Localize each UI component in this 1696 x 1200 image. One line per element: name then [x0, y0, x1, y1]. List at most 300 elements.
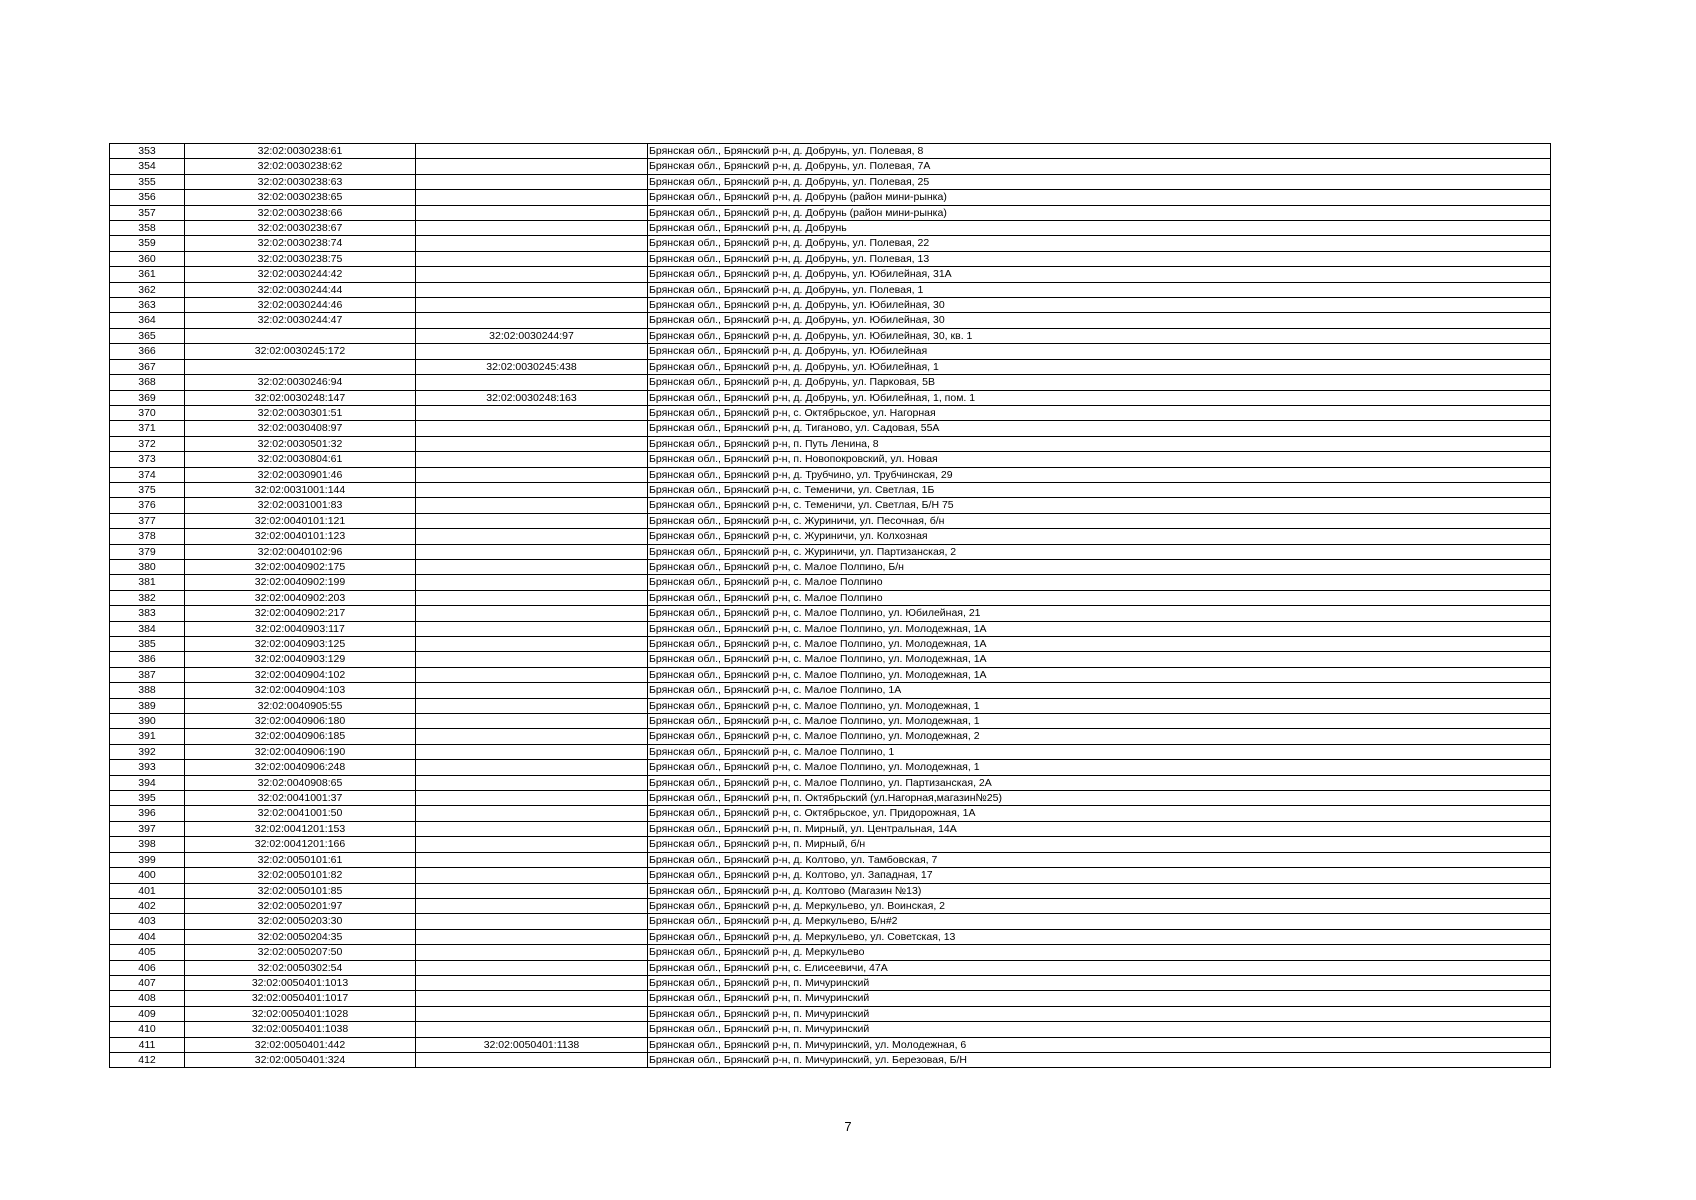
row-number-cell: 390 [110, 714, 185, 729]
address-cell: Брянская обл., Брянский р-н, с. Малое Полпино [648, 590, 1551, 605]
land-cadastral-number-cell: 32:02:0050203:30 [185, 914, 416, 929]
object-cadastral-number-cell [416, 806, 648, 821]
row-number-cell: 359 [110, 236, 185, 251]
object-cadastral-number-cell [416, 159, 648, 174]
row-number-cell: 389 [110, 698, 185, 713]
table-row [110, 637, 1551, 652]
row-number-cell: 365 [110, 328, 185, 343]
table-row [110, 960, 1551, 975]
row-number-cell: 411 [110, 1037, 185, 1052]
address-cell: Брянская обл., Брянский р-н, п. Мичуринский [648, 1022, 1551, 1037]
land-cadastral-number-cell: 32:02:0040908:65 [185, 775, 416, 790]
object-cadastral-number-cell [416, 698, 648, 713]
land-cadastral-number-cell: 32:02:0040902:175 [185, 559, 416, 574]
object-cadastral-number-cell [416, 267, 648, 282]
table-row [110, 344, 1551, 359]
land-cadastral-number-cell: 32:02:0030238:61 [185, 144, 416, 159]
land-cadastral-number-cell: 32:02:0050302:54 [185, 960, 416, 975]
row-number-cell: 383 [110, 606, 185, 621]
land-cadastral-number-cell: 32:02:0050101:61 [185, 852, 416, 867]
row-number-cell: 354 [110, 159, 185, 174]
table-row [110, 221, 1551, 236]
address-cell: Брянская обл., Брянский р-н, д. Меркульево, ул. Воинская, 2 [648, 898, 1551, 913]
object-cadastral-number-cell [416, 652, 648, 667]
object-cadastral-number-cell [416, 1022, 648, 1037]
address-cell: Брянская обл., Брянский р-н, п. Мирный, б/н [648, 837, 1551, 852]
table-row [110, 837, 1551, 852]
row-number-cell: 409 [110, 1006, 185, 1021]
object-cadastral-number-cell [416, 452, 648, 467]
row-number-cell: 392 [110, 744, 185, 759]
row-number-cell: 364 [110, 313, 185, 328]
object-cadastral-number-cell [416, 421, 648, 436]
address-cell: Брянская обл., Брянский р-н, д. Добрунь, ул. Парковая, 5В [648, 375, 1551, 390]
land-cadastral-number-cell [185, 359, 416, 374]
row-number-cell: 391 [110, 729, 185, 744]
table-row [110, 452, 1551, 467]
table-row [110, 606, 1551, 621]
object-cadastral-number-cell [416, 282, 648, 297]
land-cadastral-number-cell: 32:02:0030244:42 [185, 267, 416, 282]
address-cell: Брянская обл., Брянский р-н, с. Малое Полпино, ул. Молодежная, 1А [648, 637, 1551, 652]
address-cell: Брянская обл., Брянский р-н, д. Добрунь, ул. Юбилейная, 31А [648, 267, 1551, 282]
address-cell: Брянская обл., Брянский р-н, с. Теменичи, ул. Светлая, Б/Н 75 [648, 498, 1551, 513]
object-cadastral-number-cell [416, 344, 648, 359]
row-number-cell: 371 [110, 421, 185, 436]
land-cadastral-number-cell: 32:02:0030244:47 [185, 313, 416, 328]
row-number-cell: 380 [110, 559, 185, 574]
address-cell: Брянская обл., Брянский р-н, п. Октябрьский (ул.Нагорная,магазин№25) [648, 791, 1551, 806]
object-cadastral-number-cell [416, 298, 648, 313]
object-cadastral-number-cell [416, 898, 648, 913]
land-cadastral-number-cell: 32:02:0040102:96 [185, 544, 416, 559]
row-number-cell: 395 [110, 791, 185, 806]
object-cadastral-number-cell [416, 1052, 648, 1067]
row-number-cell: 355 [110, 174, 185, 189]
address-cell: Брянская обл., Брянский р-н, с. Малое Полпино, ул. Партизанская, 2А [648, 775, 1551, 790]
table-row [110, 929, 1551, 944]
address-cell: Брянская обл., Брянский р-н, д. Добрунь (район мини-рынка) [648, 205, 1551, 220]
land-cadastral-number-cell: 32:02:0040906:180 [185, 714, 416, 729]
row-number-cell: 385 [110, 637, 185, 652]
land-cadastral-number-cell [185, 328, 416, 343]
row-number-cell: 404 [110, 929, 185, 944]
row-number-cell: 405 [110, 945, 185, 960]
address-cell: Брянская обл., Брянский р-н, п. Мичуринский [648, 991, 1551, 1006]
object-cadastral-number-cell [416, 590, 648, 605]
object-cadastral-number-cell [416, 637, 648, 652]
address-cell: Брянская обл., Брянский р-н, д. Тиганово, ул. Садовая, 55А [648, 421, 1551, 436]
land-cadastral-number-cell: 32:02:0030408:97 [185, 421, 416, 436]
object-cadastral-number-cell [416, 436, 648, 451]
row-number-cell: 403 [110, 914, 185, 929]
object-cadastral-number-cell [416, 975, 648, 990]
land-cadastral-number-cell: 32:02:0041201:166 [185, 837, 416, 852]
land-cadastral-number-cell: 32:02:0030246:94 [185, 375, 416, 390]
row-number-cell: 412 [110, 1052, 185, 1067]
table-row [110, 852, 1551, 867]
row-number-cell: 394 [110, 775, 185, 790]
address-cell: Брянская обл., Брянский р-н, п. Мичуринский, ул. Молодежная, 6 [648, 1037, 1551, 1052]
table-row [110, 359, 1551, 374]
table-row [110, 529, 1551, 544]
table-row [110, 559, 1551, 574]
land-cadastral-number-cell: 32:02:0030244:46 [185, 298, 416, 313]
row-number-cell: 396 [110, 806, 185, 821]
table-row [110, 868, 1551, 883]
object-cadastral-number-cell [416, 621, 648, 636]
land-cadastral-number-cell: 32:02:0030301:51 [185, 405, 416, 420]
object-cadastral-number-cell [416, 205, 648, 220]
object-cadastral-number-cell [416, 606, 648, 621]
table-row [110, 421, 1551, 436]
object-cadastral-number-cell [416, 868, 648, 883]
address-cell: Брянская обл., Брянский р-н, с. Малое Полпино, ул. Молодежная, 1 [648, 698, 1551, 713]
table-row [110, 313, 1551, 328]
row-number-cell: 379 [110, 544, 185, 559]
land-cadastral-number-cell: 32:02:0040902:199 [185, 575, 416, 590]
table-row [110, 821, 1551, 836]
land-cadastral-number-cell: 32:02:0050207:50 [185, 945, 416, 960]
object-cadastral-number-cell [416, 405, 648, 420]
address-cell: Брянская обл., Брянский р-н, д. Колтово, ул. Западная, 17 [648, 868, 1551, 883]
registry-table [109, 143, 1551, 1068]
address-cell: Брянская обл., Брянский р-н, п. Мирный, ул. Центральная, 14А [648, 821, 1551, 836]
land-cadastral-number-cell: 32:02:0030804:61 [185, 452, 416, 467]
row-number-cell: 387 [110, 667, 185, 682]
address-cell: Брянская обл., Брянский р-н, д. Добрунь [648, 221, 1551, 236]
row-number-cell: 366 [110, 344, 185, 359]
table-row [110, 375, 1551, 390]
table-row [110, 144, 1551, 159]
address-cell: Брянская обл., Брянский р-н, д. Добрунь (район мини-рынка) [648, 190, 1551, 205]
table-row [110, 683, 1551, 698]
address-cell: Брянская обл., Брянский р-н, с. Малое Полпино [648, 575, 1551, 590]
row-number-cell: 361 [110, 267, 185, 282]
table-row [110, 498, 1551, 513]
land-cadastral-number-cell: 32:02:0030238:67 [185, 221, 416, 236]
land-cadastral-number-cell: 32:02:0050201:97 [185, 898, 416, 913]
table-row [110, 575, 1551, 590]
land-cadastral-number-cell: 32:02:0041201:153 [185, 821, 416, 836]
address-cell: Брянская обл., Брянский р-н, п. Мичуринский, ул. Березовая, Б/Н [648, 1052, 1551, 1067]
land-cadastral-number-cell: 32:02:0040906:248 [185, 760, 416, 775]
table-row [110, 482, 1551, 497]
address-cell: Брянская обл., Брянский р-н, д. Добрунь, ул. Юбилейная, 30 [648, 298, 1551, 313]
row-number-cell: 356 [110, 190, 185, 205]
object-cadastral-number-cell [416, 313, 648, 328]
table-row [110, 513, 1551, 528]
land-cadastral-number-cell: 32:02:0040903:125 [185, 637, 416, 652]
address-cell: Брянская обл., Брянский р-н, с. Октябрьское, ул. Нагорная [648, 405, 1551, 420]
object-cadastral-number-cell [416, 190, 648, 205]
table-row [110, 1006, 1551, 1021]
object-cadastral-number-cell [416, 714, 648, 729]
address-cell: Брянская обл., Брянский р-н, с. Малое Полпино, ул. Молодежная, 1 [648, 760, 1551, 775]
land-cadastral-number-cell: 32:02:0040906:190 [185, 744, 416, 759]
address-cell: Брянская обл., Брянский р-н, д. Добрунь, ул. Юбилейная, 1, пом. 1 [648, 390, 1551, 405]
land-cadastral-number-cell: 32:02:0030238:62 [185, 159, 416, 174]
object-cadastral-number-cell [416, 559, 648, 574]
land-cadastral-number-cell: 32:02:0030238:75 [185, 251, 416, 266]
land-cadastral-number-cell: 32:02:0050401:442 [185, 1037, 416, 1052]
object-cadastral-number-cell [416, 744, 648, 759]
table-row [110, 729, 1551, 744]
object-cadastral-number-cell [416, 467, 648, 482]
row-number-cell: 376 [110, 498, 185, 513]
object-cadastral-number-cell: 32:02:0050401:1138 [416, 1037, 648, 1052]
address-cell: Брянская обл., Брянский р-н, д. Трубчино, ул. Трубчинская, 29 [648, 467, 1551, 482]
row-number-cell: 375 [110, 482, 185, 497]
table-row [110, 236, 1551, 251]
land-cadastral-number-cell: 32:02:0030238:66 [185, 205, 416, 220]
row-number-cell: 397 [110, 821, 185, 836]
table-row [110, 282, 1551, 297]
table-row [110, 945, 1551, 960]
land-cadastral-number-cell: 32:02:0040904:102 [185, 667, 416, 682]
row-number-cell: 399 [110, 852, 185, 867]
address-cell: Брянская обл., Брянский р-н, д. Меркульево [648, 945, 1551, 960]
address-cell: Брянская обл., Брянский р-н, с. Малое Полпино, 1А [648, 683, 1551, 698]
land-cadastral-number-cell: 32:02:0040903:129 [185, 652, 416, 667]
object-cadastral-number-cell: 32:02:0030244:97 [416, 328, 648, 343]
address-cell: Брянская обл., Брянский р-н, с. Журиничи, ул. Колхозная [648, 529, 1551, 544]
row-number-cell: 363 [110, 298, 185, 313]
address-cell: Брянская обл., Брянский р-н, с. Малое Полпино, 1 [648, 744, 1551, 759]
table-row [110, 652, 1551, 667]
row-number-cell: 369 [110, 390, 185, 405]
table-row [110, 760, 1551, 775]
table-row [110, 791, 1551, 806]
address-cell: Брянская обл., Брянский р-н, с. Елисеевичи, 47А [648, 960, 1551, 975]
address-cell: Брянская обл., Брянский р-н, д. Добрунь, ул. Юбилейная [648, 344, 1551, 359]
address-cell: Брянская обл., Брянский р-н, д. Колтово (Магазин №13) [648, 883, 1551, 898]
row-number-cell: 408 [110, 991, 185, 1006]
object-cadastral-number-cell [416, 251, 648, 266]
object-cadastral-number-cell [416, 1006, 648, 1021]
land-cadastral-number-cell: 32:02:0040902:203 [185, 590, 416, 605]
object-cadastral-number-cell [416, 667, 648, 682]
object-cadastral-number-cell [416, 945, 648, 960]
address-cell: Брянская обл., Брянский р-н, с. Октябрьское, ул. Придорожная, 1А [648, 806, 1551, 821]
object-cadastral-number-cell [416, 236, 648, 251]
object-cadastral-number-cell [416, 513, 648, 528]
address-cell: Брянская обл., Брянский р-н, п. Новопокровский, ул. Новая [648, 452, 1551, 467]
object-cadastral-number-cell [416, 991, 648, 1006]
row-number-cell: 377 [110, 513, 185, 528]
land-cadastral-number-cell: 32:02:0040905:55 [185, 698, 416, 713]
land-cadastral-number-cell: 32:02:0050401:1017 [185, 991, 416, 1006]
land-cadastral-number-cell: 32:02:0030248:147 [185, 390, 416, 405]
address-cell: Брянская обл., Брянский р-н, д. Меркульево, ул. Советская, 13 [648, 929, 1551, 944]
address-cell: Брянская обл., Брянский р-н, п. Мичуринский [648, 975, 1551, 990]
row-number-cell: 388 [110, 683, 185, 698]
object-cadastral-number-cell [416, 760, 648, 775]
table-row [110, 328, 1551, 343]
row-number-cell: 378 [110, 529, 185, 544]
table-row [110, 975, 1551, 990]
land-cadastral-number-cell: 32:02:0041001:37 [185, 791, 416, 806]
land-cadastral-number-cell: 32:02:0050401:1028 [185, 1006, 416, 1021]
land-cadastral-number-cell: 32:02:0031001:144 [185, 482, 416, 497]
address-cell: Брянская обл., Брянский р-н, с. Малое Полпино, ул. Молодежная, 1 [648, 714, 1551, 729]
address-cell: Брянская обл., Брянский р-н, с. Малое Полпино, Б/н [648, 559, 1551, 574]
page-number: 7 [844, 1119, 852, 1134]
row-number-cell: 402 [110, 898, 185, 913]
table-row [110, 898, 1551, 913]
land-cadastral-number-cell: 32:02:0030901:46 [185, 467, 416, 482]
table-row [110, 251, 1551, 266]
table-row [110, 806, 1551, 821]
address-cell: Брянская обл., Брянский р-н, п. Путь Ленина, 8 [648, 436, 1551, 451]
land-cadastral-number-cell: 32:02:0041001:50 [185, 806, 416, 821]
row-number-cell: 393 [110, 760, 185, 775]
row-number-cell: 362 [110, 282, 185, 297]
object-cadastral-number-cell [416, 791, 648, 806]
object-cadastral-number-cell [416, 775, 648, 790]
land-cadastral-number-cell: 32:02:0050101:82 [185, 868, 416, 883]
address-cell: Брянская обл., Брянский р-н, с. Теменичи, ул. Светлая, 1Б [648, 482, 1551, 497]
address-cell: Брянская обл., Брянский р-н, д. Добрунь, ул. Юбилейная, 30, кв. 1 [648, 328, 1551, 343]
row-number-cell: 407 [110, 975, 185, 990]
object-cadastral-number-cell: 32:02:0030245:438 [416, 359, 648, 374]
address-cell: Брянская обл., Брянский р-н, д. Добрунь, ул. Юбилейная, 1 [648, 359, 1551, 374]
object-cadastral-number-cell [416, 375, 648, 390]
row-number-cell: 386 [110, 652, 185, 667]
address-cell: Брянская обл., Брянский р-н, д. Добрунь, ул. Полевая, 25 [648, 174, 1551, 189]
table-row [110, 698, 1551, 713]
object-cadastral-number-cell [416, 729, 648, 744]
row-number-cell: 384 [110, 621, 185, 636]
address-cell: Брянская обл., Брянский р-н, д. Добрунь, ул. Полевая, 22 [648, 236, 1551, 251]
table-row [110, 544, 1551, 559]
land-cadastral-number-cell: 32:02:0031001:83 [185, 498, 416, 513]
address-cell: Брянская обл., Брянский р-н, с. Малое Полпино, ул. Молодежная, 1А [648, 667, 1551, 682]
land-cadastral-number-cell: 32:02:0050101:85 [185, 883, 416, 898]
address-cell: Брянская обл., Брянский р-н, с. Журиничи, ул. Партизанская, 2 [648, 544, 1551, 559]
row-number-cell: 400 [110, 868, 185, 883]
row-number-cell: 360 [110, 251, 185, 266]
land-cadastral-number-cell: 32:02:0040902:217 [185, 606, 416, 621]
table-row [110, 667, 1551, 682]
table-row [110, 775, 1551, 790]
address-cell: Брянская обл., Брянский р-н, д. Меркульево, Б/н#2 [648, 914, 1551, 929]
address-cell: Брянская обл., Брянский р-н, с. Журиничи, ул. Песочная, б/н [648, 513, 1551, 528]
object-cadastral-number-cell [416, 174, 648, 189]
row-number-cell: 382 [110, 590, 185, 605]
object-cadastral-number-cell [416, 144, 648, 159]
table-row [110, 744, 1551, 759]
address-cell: Брянская обл., Брянский р-н, д. Добрунь, ул. Полевая, 13 [648, 251, 1551, 266]
object-cadastral-number-cell [416, 529, 648, 544]
address-cell: Брянская обл., Брянский р-н, д. Добрунь, ул. Полевая, 7А [648, 159, 1551, 174]
land-cadastral-number-cell: 32:02:0030244:44 [185, 282, 416, 297]
object-cadastral-number-cell [416, 883, 648, 898]
row-number-cell: 410 [110, 1022, 185, 1037]
object-cadastral-number-cell [416, 482, 648, 497]
table-row [110, 467, 1551, 482]
land-cadastral-number-cell: 32:02:0050204:35 [185, 929, 416, 944]
object-cadastral-number-cell [416, 852, 648, 867]
table-row [110, 298, 1551, 313]
object-cadastral-number-cell: 32:02:0030248:163 [416, 390, 648, 405]
table-row [110, 991, 1551, 1006]
table-row [110, 621, 1551, 636]
land-cadastral-number-cell: 32:02:0040904:103 [185, 683, 416, 698]
table-row [110, 590, 1551, 605]
table-row [110, 405, 1551, 420]
address-cell: Брянская обл., Брянский р-н, с. Малое Полпино, ул. Юбилейная, 21 [648, 606, 1551, 621]
land-cadastral-number-cell: 32:02:0030501:32 [185, 436, 416, 451]
object-cadastral-number-cell [416, 498, 648, 513]
row-number-cell: 370 [110, 405, 185, 420]
address-cell: Брянская обл., Брянский р-н, д. Добрунь, ул. Полевая, 1 [648, 282, 1551, 297]
address-cell: Брянская обл., Брянский р-н, с. Малое Полпино, ул. Молодежная, 1А [648, 652, 1551, 667]
object-cadastral-number-cell [416, 544, 648, 559]
row-number-cell: 372 [110, 436, 185, 451]
land-cadastral-number-cell: 32:02:0050401:324 [185, 1052, 416, 1067]
address-cell: Брянская обл., Брянский р-н, д. Добрунь, ул. Полевая, 8 [648, 144, 1551, 159]
table-row [110, 1037, 1551, 1052]
land-cadastral-number-cell: 32:02:0040101:123 [185, 529, 416, 544]
object-cadastral-number-cell [416, 821, 648, 836]
land-cadastral-number-cell: 32:02:0030238:74 [185, 236, 416, 251]
land-cadastral-number-cell: 32:02:0040906:185 [185, 729, 416, 744]
row-number-cell: 358 [110, 221, 185, 236]
land-cadastral-number-cell: 32:02:0030238:65 [185, 190, 416, 205]
table-row [110, 1022, 1551, 1037]
table-row [110, 914, 1551, 929]
object-cadastral-number-cell [416, 914, 648, 929]
land-cadastral-number-cell: 32:02:0050401:1038 [185, 1022, 416, 1037]
object-cadastral-number-cell [416, 929, 648, 944]
row-number-cell: 367 [110, 359, 185, 374]
table-row [110, 714, 1551, 729]
table-row [110, 390, 1551, 405]
row-number-cell: 368 [110, 375, 185, 390]
row-number-cell: 401 [110, 883, 185, 898]
table-row [110, 883, 1551, 898]
row-number-cell: 398 [110, 837, 185, 852]
address-cell: Брянская обл., Брянский р-н, с. Малое Полпино, ул. Молодежная, 1А [648, 621, 1551, 636]
row-number-cell: 381 [110, 575, 185, 590]
address-cell: Брянская обл., Брянский р-н, д. Колтово, ул. Тамбовская, 7 [648, 852, 1551, 867]
table-row [110, 190, 1551, 205]
object-cadastral-number-cell [416, 575, 648, 590]
land-cadastral-number-cell: 32:02:0050401:1013 [185, 975, 416, 990]
address-cell: Брянская обл., Брянский р-н, п. Мичуринский [648, 1006, 1551, 1021]
row-number-cell: 406 [110, 960, 185, 975]
object-cadastral-number-cell [416, 221, 648, 236]
object-cadastral-number-cell [416, 683, 648, 698]
registry-table-body [110, 144, 1551, 1068]
table-row [110, 205, 1551, 220]
row-number-cell: 357 [110, 205, 185, 220]
land-cadastral-number-cell: 32:02:0030238:63 [185, 174, 416, 189]
land-cadastral-number-cell: 32:02:0040101:121 [185, 513, 416, 528]
address-cell: Брянская обл., Брянский р-н, д. Добрунь, ул. Юбилейная, 30 [648, 313, 1551, 328]
table-row [110, 174, 1551, 189]
table-row [110, 267, 1551, 282]
row-number-cell: 374 [110, 467, 185, 482]
address-cell: Брянская обл., Брянский р-н, с. Малое Полпино, ул. Молодежная, 2 [648, 729, 1551, 744]
row-number-cell: 373 [110, 452, 185, 467]
object-cadastral-number-cell [416, 960, 648, 975]
land-cadastral-number-cell: 32:02:0040903:117 [185, 621, 416, 636]
object-cadastral-number-cell [416, 837, 648, 852]
land-cadastral-number-cell: 32:02:0030245:172 [185, 344, 416, 359]
row-number-cell: 353 [110, 144, 185, 159]
